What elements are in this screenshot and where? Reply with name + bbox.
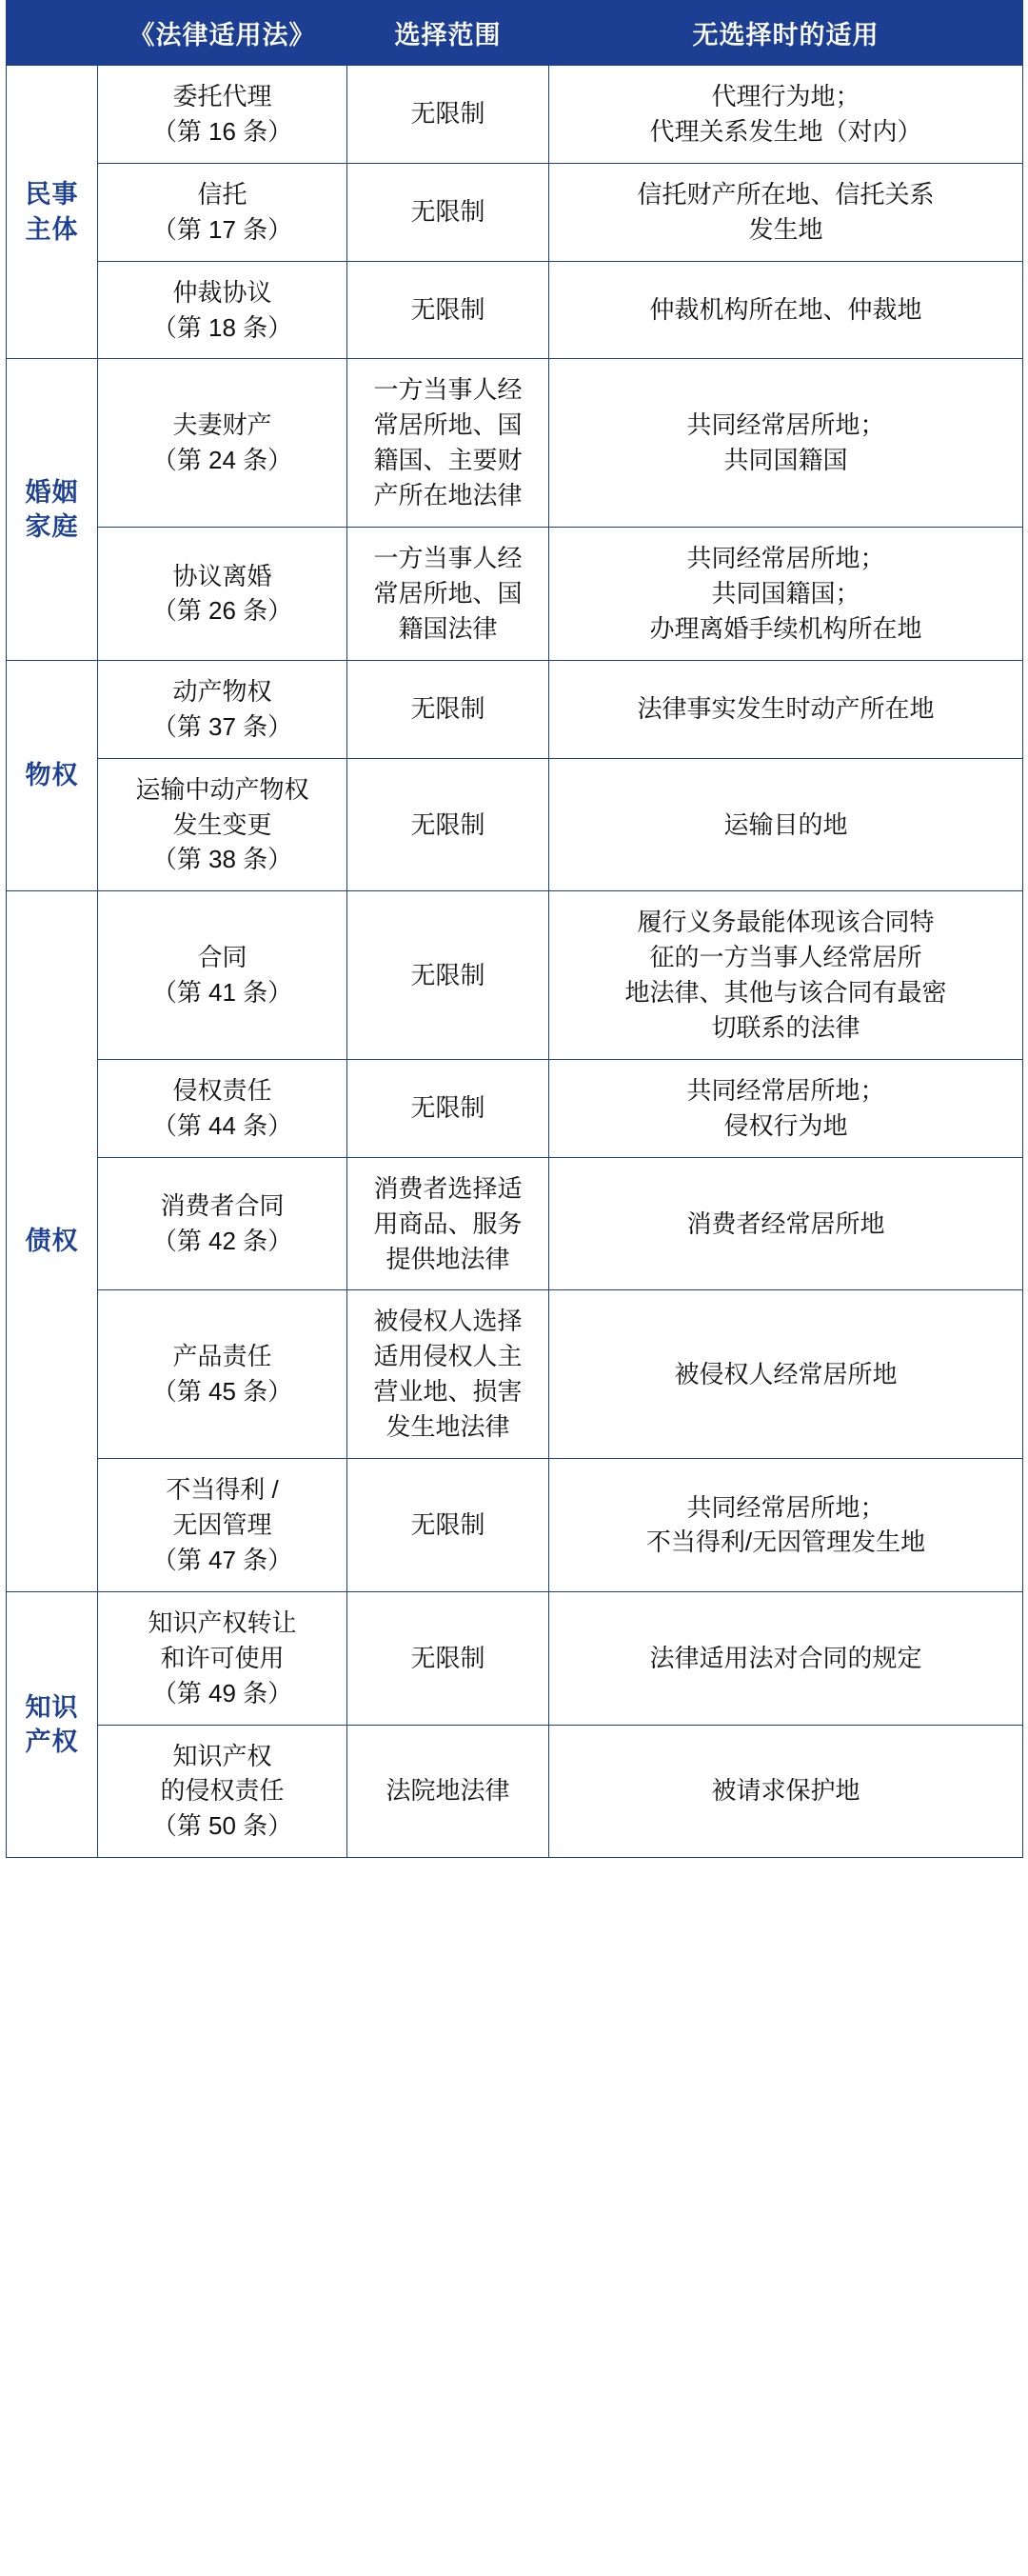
choice-scope: [347, 1459, 549, 1592]
table-header-row: [7, 1, 1023, 66]
law-item-line: （第 18 条）: [151, 312, 293, 342]
group-label-line: 产权: [25, 1727, 79, 1757]
choice-scope-line: 籍国法律: [398, 613, 498, 643]
default-rule-line: 侵权行为地: [723, 1110, 848, 1140]
default-rule-line: 共同国籍国: [723, 446, 848, 475]
choice-scope-line: 法院地法律: [386, 1776, 510, 1806]
default-rule-line: 运输目的地: [723, 809, 848, 839]
group-label-line: 家庭: [25, 512, 79, 542]
law-item-line: 合同: [197, 943, 247, 972]
choice-scope: [347, 758, 549, 891]
choice-scope: [347, 1059, 549, 1157]
default-rule-line: 法律适用法对合同的规定: [649, 1643, 922, 1672]
law-item: [98, 66, 347, 164]
default-rule: [549, 1157, 1023, 1290]
default-rule: [549, 1059, 1023, 1157]
law-item: [98, 1157, 347, 1290]
choice-scope-line: 常居所地、国: [373, 578, 523, 608]
choice-scope-line: 营业地、损害: [373, 1377, 523, 1407]
law-item: [98, 660, 347, 758]
law-item-line: （第 16 条）: [151, 116, 293, 146]
law-item-line: （第 41 条）: [151, 978, 293, 1008]
table-row: [7, 660, 1023, 758]
law-item-line: （第 45 条）: [151, 1377, 293, 1407]
choice-scope-line: 无限制: [410, 99, 485, 129]
choice-scope: [347, 660, 549, 758]
default-rule: [549, 1290, 1023, 1459]
table-row: [7, 891, 1023, 1060]
law-item-line: 动产物权: [172, 676, 272, 706]
law-item-line: 知识产权: [172, 1741, 272, 1770]
choice-scope-line: 被侵权人选择: [373, 1307, 523, 1336]
law-item: [98, 1725, 347, 1858]
choice-scope-line: 无限制: [410, 1643, 485, 1672]
law-item-line: 和许可使用: [160, 1643, 285, 1672]
default-rule: [549, 1725, 1023, 1858]
default-rule: [549, 528, 1023, 661]
applicable-law-table: [6, 0, 1023, 1858]
table-row: [7, 528, 1023, 661]
law-item-line: 协议离婚: [172, 561, 272, 590]
choice-scope: [347, 1725, 549, 1858]
law-item: [98, 359, 347, 528]
choice-scope-line: 籍国、主要财: [373, 446, 523, 475]
law-item: [98, 1459, 347, 1592]
law-item-line: 委托代理: [172, 82, 272, 110]
table-row: [7, 1725, 1023, 1858]
law-item-line: 的侵权责任: [160, 1776, 285, 1806]
table-row: [7, 261, 1023, 359]
law-item-line: （第 38 条）: [151, 845, 293, 874]
choice-scope-line: 一方当事人经: [373, 544, 523, 573]
default-rule: [549, 66, 1023, 164]
group-label-line: 婚姻: [25, 477, 79, 507]
default-rule-line: 履行义务最能体现该合同特: [637, 908, 935, 937]
default-rule-line: 代理关系发生地（对内）: [649, 116, 922, 146]
choice-scope-line: 无限制: [410, 809, 485, 839]
group-label-line: 主体: [25, 214, 79, 244]
law-item-line: （第 24 条）: [151, 446, 293, 475]
law-item: [98, 758, 347, 891]
default-rule-line: 消费者经常居所地: [686, 1208, 885, 1238]
choice-scope-line: 产所在地法律: [373, 481, 523, 510]
default-rule-line: 仲裁机构所在地、仲裁地: [649, 295, 922, 325]
default-rule-line: 不当得利/无因管理发生地: [645, 1528, 926, 1557]
column-header-law: 《法律适用法》: [98, 1, 347, 66]
table-row: [7, 1290, 1023, 1459]
default-rule: [549, 758, 1023, 891]
table-row: [7, 1059, 1023, 1157]
choice-scope-line: 一方当事人经: [373, 375, 523, 405]
law-item-line: 无因管理: [172, 1510, 272, 1539]
choice-scope: [347, 261, 549, 359]
group-label: [7, 660, 98, 891]
default-rule: [549, 163, 1023, 261]
default-rule-line: 切联系的法律: [711, 1013, 860, 1043]
law-item-line: 知识产权转让: [148, 1608, 297, 1637]
table-row: [7, 758, 1023, 891]
table-row: [7, 1459, 1023, 1592]
law-item: [98, 163, 347, 261]
table-header: [7, 1, 1023, 66]
default-rule: [549, 891, 1023, 1060]
choice-scope: [347, 66, 549, 164]
law-item-line: 不当得利 /: [166, 1475, 279, 1505]
choice-scope-line: 常居所地、国: [373, 410, 523, 440]
choice-scope-line: 用商品、服务: [373, 1208, 523, 1238]
law-item: [98, 891, 347, 1060]
default-rule-line: 共同国籍国；: [711, 578, 860, 608]
default-rule-line: 法律事实发生时动产所在地: [637, 694, 935, 724]
default-rule: [549, 359, 1023, 528]
group-label: [7, 66, 98, 359]
table-row: [7, 1591, 1023, 1725]
column-header-default: 无选择时的适用: [549, 1, 1023, 66]
choice-scope-line: 发生地法律: [386, 1412, 510, 1442]
default-rule: [549, 261, 1023, 359]
table-row: [7, 163, 1023, 261]
choice-scope-line: 无限制: [410, 1510, 485, 1539]
choice-scope: [347, 163, 549, 261]
default-rule-line: 共同经常居所地；: [686, 1075, 885, 1105]
group-label: [7, 359, 98, 660]
law-item-line: 产品责任: [172, 1342, 272, 1371]
choice-scope-line: 无限制: [410, 197, 485, 227]
group-label-line: 民事: [25, 180, 79, 210]
choice-scope: [347, 359, 549, 528]
group-label: [7, 1591, 98, 1857]
law-item-line: （第 17 条）: [151, 214, 293, 244]
group-label: [7, 891, 98, 1592]
choice-scope: [347, 1290, 549, 1459]
law-item-line: （第 37 条）: [151, 711, 293, 741]
default-rule-line: 征的一方当事人经常居所: [649, 943, 922, 972]
law-item: [98, 1591, 347, 1725]
default-rule-line: 被请求保护地: [711, 1776, 860, 1806]
default-rule-line: 共同经常居所地；: [686, 1492, 885, 1522]
default-rule-line: 信托财产所在地、信托关系: [637, 179, 935, 209]
default-rule-line: 代理行为地；: [711, 82, 860, 110]
law-item-line: （第 49 条）: [151, 1678, 293, 1707]
law-item-line: （第 42 条）: [151, 1227, 293, 1256]
choice-scope: [347, 891, 549, 1060]
default-rule-line: 共同经常居所地；: [686, 544, 885, 573]
choice-scope-line: 无限制: [410, 694, 485, 724]
choice-scope-line: 提供地法律: [386, 1244, 510, 1273]
law-item-line: 夫妻财产: [172, 410, 272, 440]
law-item-line: （第 47 条）: [151, 1545, 293, 1574]
law-item-line: （第 50 条）: [151, 1811, 293, 1841]
choice-scope: [347, 1157, 549, 1290]
law-item-line: （第 26 条）: [151, 596, 293, 626]
column-header-scope: 选择范围: [347, 1, 549, 66]
law-item-line: 信托: [197, 179, 247, 209]
choice-scope-line: 无限制: [410, 295, 485, 325]
default-rule-line: 被侵权人经常居所地: [674, 1359, 898, 1388]
law-item: [98, 261, 347, 359]
default-rule-line: 办理离婚手续机构所在地: [649, 613, 922, 643]
choice-scope-line: 无限制: [410, 960, 485, 989]
default-rule-line: 发生地: [748, 214, 823, 244]
law-item-line: （第 44 条）: [151, 1110, 293, 1140]
group-label-line: 物权: [25, 761, 79, 790]
default-rule-line: 共同经常居所地；: [686, 410, 885, 440]
law-item-line: 仲裁协议: [172, 277, 272, 307]
law-item-line: 侵权责任: [172, 1075, 272, 1105]
group-label-line: 知识: [25, 1692, 79, 1722]
law-item-line: 发生变更: [172, 809, 272, 839]
law-item: [98, 1059, 347, 1157]
group-label-line: 债权: [25, 1227, 79, 1256]
choice-scope-line: 适用侵权人主: [373, 1342, 523, 1371]
table-row: [7, 1157, 1023, 1290]
law-item: [98, 1290, 347, 1459]
default-rule: [549, 1591, 1023, 1725]
column-header-group: [7, 1, 98, 66]
choice-scope: [347, 528, 549, 661]
law-item: [98, 528, 347, 661]
default-rule-line: 地法律、其他与该合同有最密: [624, 978, 947, 1008]
default-rule: [549, 1459, 1023, 1592]
default-rule: [549, 660, 1023, 758]
law-item-line: 运输中动产物权: [135, 774, 309, 804]
table-row: [7, 359, 1023, 528]
table-body: [7, 66, 1023, 1858]
table-row: [7, 66, 1023, 164]
choice-scope: [347, 1591, 549, 1725]
law-item-line: 消费者合同: [160, 1191, 285, 1221]
choice-scope-line: 消费者选择适: [373, 1173, 523, 1203]
choice-scope-line: 无限制: [410, 1093, 485, 1123]
